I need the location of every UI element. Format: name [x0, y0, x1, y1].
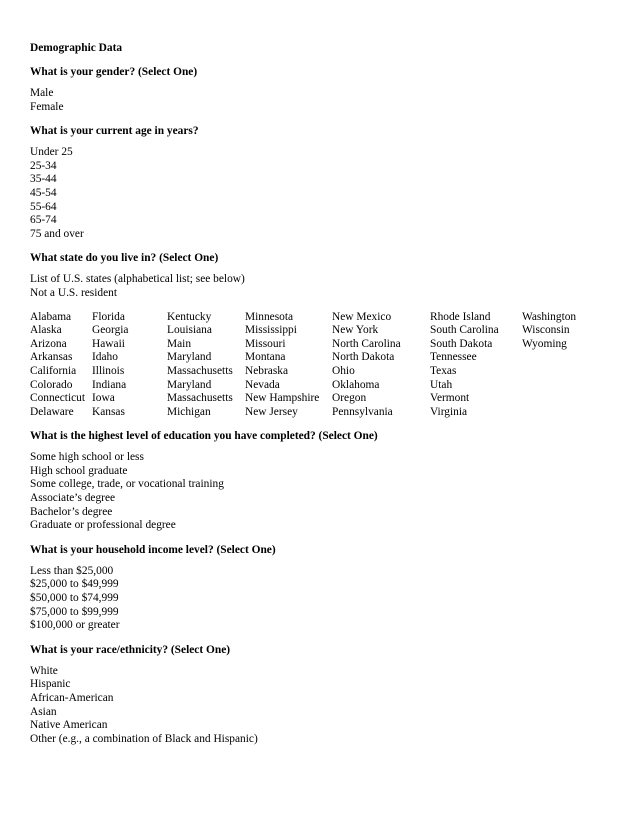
option-income-100k-plus: $100,000 or greater [30, 619, 120, 632]
state-cell: Indiana [92, 378, 127, 391]
age-question: What is your current age in years? [30, 125, 199, 138]
state-cell: Hawaii [92, 337, 125, 350]
option-edu-some-high-school: Some high school or less [30, 451, 144, 464]
state-cell: Wyoming [522, 337, 567, 350]
state-cell [522, 379, 602, 393]
option-edu-graduate: Graduate or professional degree [30, 519, 176, 532]
state-cell: Idaho [92, 351, 118, 364]
state-cell: Wisconsin [522, 324, 570, 337]
option-race-asian: Asian [30, 705, 57, 718]
state-cell: Iowa [92, 392, 115, 405]
option-age-65-74: 65-74 [30, 214, 57, 227]
states-row [30, 406, 602, 420]
state-cell [522, 392, 602, 406]
page-title: Demographic Data [30, 42, 123, 54]
race-question: What is your race/ethnicity? (Select One) [30, 643, 231, 656]
state-cell: Delaware [30, 405, 74, 418]
option-race-other: Other (e.g., a combination of Black and Hispanic) [30, 732, 258, 745]
age-options [30, 146, 620, 241]
race-options [30, 665, 620, 747]
state-cell: Vermont [430, 392, 470, 405]
state-cell: South Carolina [430, 324, 499, 337]
option-edu-bachelors: Bachelor’s degree [30, 505, 113, 518]
option-edu-some-college: Some college, trade, or vocational training [30, 478, 224, 491]
state-cell: Mississippi [245, 324, 297, 337]
option-female: Female [30, 100, 64, 113]
state-cell: Arizona [30, 337, 67, 350]
state-cell: Florida [92, 310, 125, 323]
option-income-75k-99k: $75,000 to $99,999 [30, 605, 119, 618]
state-cell: Montana [245, 351, 286, 364]
state-cell: New Mexico [332, 310, 392, 323]
states-row [30, 365, 602, 379]
state-cell: New Jersey [245, 405, 298, 418]
state-cell: Texas [430, 364, 457, 377]
state-cell: Oregon [332, 392, 367, 405]
states-row [30, 311, 602, 325]
state-cell: Maryland [167, 378, 212, 391]
state-cell: New York [332, 324, 379, 337]
income-options [30, 565, 620, 633]
option-edu-high-school-graduate: High school graduate [30, 464, 128, 477]
state-cell: Colorado [30, 378, 73, 391]
option-age-35-44: 35-44 [30, 173, 57, 186]
states-row [30, 392, 602, 406]
state-cell: Illinois [92, 364, 125, 377]
state-cell: Arkansas [30, 351, 73, 364]
state-cell [522, 406, 602, 420]
option-age-55-64: 55-64 [30, 200, 57, 213]
option-race-white: White [30, 664, 58, 677]
income-question: What is your household income level? (Select One) [30, 543, 276, 556]
state-cell: Kansas [92, 405, 125, 418]
state-cell: North Dakota [332, 351, 395, 364]
state-question: What state do you live in? (Select One) [30, 252, 219, 265]
state-cell: Tennessee [430, 351, 477, 364]
state-cell: California [30, 364, 77, 377]
state-cell [522, 351, 602, 365]
state-cell: Nebraska [245, 364, 289, 377]
option-race-african-american: African-American [30, 692, 114, 704]
states-table [30, 311, 602, 420]
state-cell: Connecticut [30, 392, 86, 405]
state-cell [522, 365, 602, 379]
document-page [30, 41, 620, 756]
state-cell: Oklahoma [332, 378, 380, 391]
state-cell: Ohio [332, 364, 355, 377]
option-income-50k-74k: $50,000 to $74,999 [30, 592, 119, 605]
option-race-native-american: Native American [30, 719, 108, 732]
option-income-under-25k: Less than $25,000 [30, 564, 114, 577]
state-cell: Utah [430, 378, 453, 391]
state-options [30, 273, 620, 300]
state-cell: North Carolina [332, 337, 401, 350]
state-cell: Massachusetts [167, 364, 233, 377]
states-row [30, 324, 602, 338]
option-not-us-resident: Not a U.S. resident [30, 286, 117, 299]
state-cell: Maryland [167, 351, 212, 364]
state-cell: Massachusetts [167, 392, 233, 405]
gender-question: What is your gender? (Select One) [30, 66, 198, 78]
state-cell: Missouri [245, 337, 286, 350]
state-cell: Georgia [92, 324, 129, 337]
states-row [30, 351, 602, 365]
option-age-75-over: 75 and over [30, 227, 84, 240]
states-table-body [30, 311, 602, 420]
state-cell: Main [167, 337, 192, 350]
state-cell: Michigan [167, 405, 211, 418]
state-cell: Alabama [30, 310, 72, 323]
gender-options [30, 87, 620, 114]
state-cell: Louisiana [167, 324, 212, 337]
option-race-hispanic: Hispanic [30, 678, 71, 691]
option-male: Male [30, 87, 54, 99]
state-cell: South Dakota [430, 337, 493, 350]
state-cell: New Hampshire [245, 392, 320, 405]
option-age-under-25: Under 25 [30, 146, 73, 159]
state-cell: Nevada [245, 378, 280, 391]
states-row [30, 379, 602, 393]
option-income-25k-49k: $25,000 to $49,999 [30, 578, 119, 591]
education-question: What is the highest level of education you have completed? (Select One) [30, 430, 378, 443]
state-cell: Virginia [430, 405, 468, 418]
option-age-25-34: 25-34 [30, 159, 57, 172]
state-cell: Pennsylvania [332, 405, 393, 418]
state-cell: Kentucky [167, 310, 212, 323]
option-edu-associates: Associate’s degree [30, 492, 116, 505]
option-state-list: List of U.S. states (alphabetical list; see below) [30, 273, 245, 286]
state-cell: Rhode Island [430, 310, 491, 323]
state-cell: Minnesota [245, 310, 294, 323]
states-row [30, 338, 602, 352]
state-cell: Washington [522, 310, 577, 323]
state-cell: Alaska [30, 324, 62, 337]
education-options [30, 451, 620, 533]
option-age-45-54: 45-54 [30, 186, 57, 199]
